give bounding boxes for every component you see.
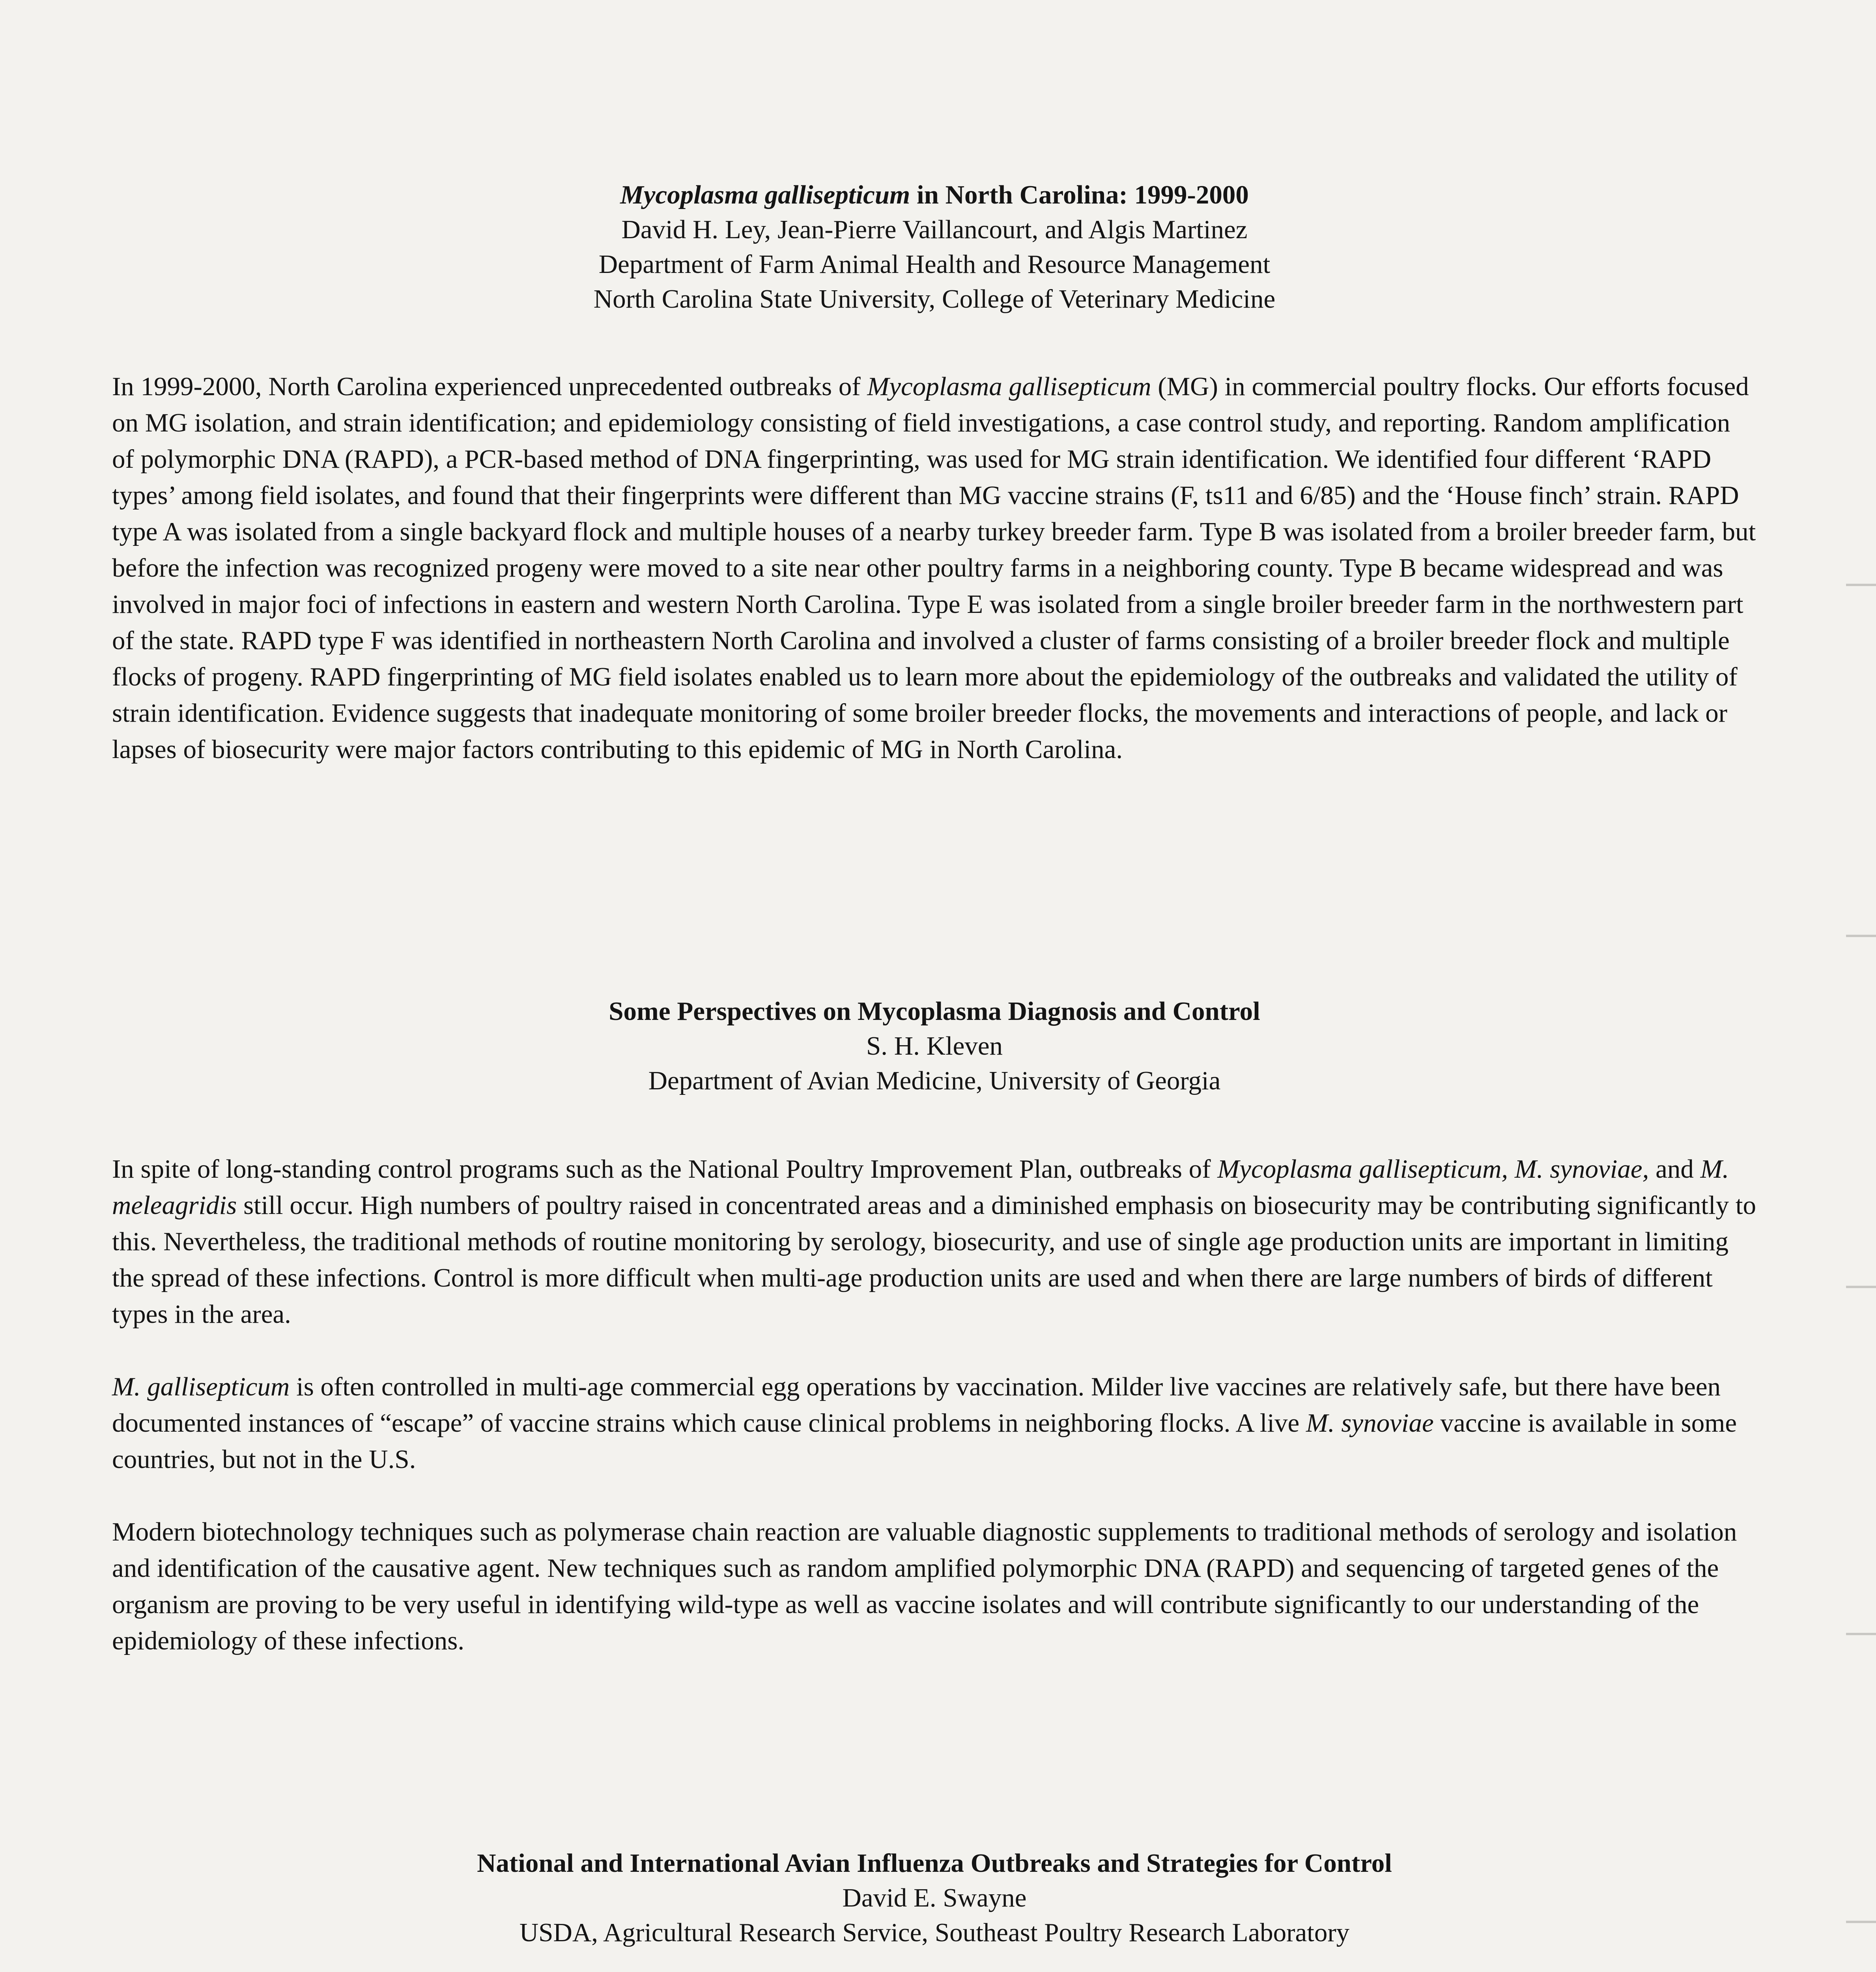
article-title: Mycoplasma gallisepticum in North Carolina: 1999-2000 [620, 180, 1249, 209]
edge-tab-mark [1846, 935, 1876, 937]
article-authors: David H. Ley, Jean-Pierre Vaillancourt, and Algis Martinez [621, 215, 1248, 244]
article-title: Some Perspectives on Mycoplasma Diagnosis and Control [609, 997, 1260, 1026]
article-avian-influenza [112, 1846, 1757, 1972]
article-affiliation: USDA, Agricultural Research Service, Southeast Poultry Research Laboratory [519, 1918, 1350, 1947]
article-department: Department of Farm Animal Health and Resource Management [598, 250, 1271, 279]
article-institution: North Carolina State University, College of Veterinary Medicine [593, 284, 1276, 314]
article-author: David E. Swayne [842, 1883, 1027, 1912]
article-abstract: In 1999-2000, North Carolina experienced unprecedented outbreaks of Mycoplasma gallisepticum (MG) in commercial poultry flocks. Our efforts focused on MG isolation, and strain identification; and epidemiology consisting of field investigations, a case control study, and reporting. Random amplification of polymorphic DNA (RAPD), a PCR-based method of DNA fingerprinting, was used for MG strain identification. We identified four different ‘RAPD types’ among field isolates, and found that their fingerprints were different than MG vaccine strains (F, ts11 and 6/85) and the ‘House finch’ strain. RAPD type A was isolated from a single backyard flock and multiple houses of a nearby turkey breeder farm. Type B was isolated from a broiler breeder farm, but before the infection was recognized progeny were moved to a site near other poultry farms in a neighboring county. Type B became widespread and was involved in major foci of infections in eastern and western North Carolina. Type E was isolated from a single broiler breeder farm in the northwestern part of the state. RAPD type F was identified in northeastern North Carolina and involved a cluster of farms consisting of a broiler breeder flock and multiple flocks of progeny. RAPD fingerprinting of MG field isolates enabled us to learn more about the epidemiology of the outbreaks and validated the utility of strain identification. Evidence suggests that inadequate monitoring of some broiler breeder flocks, the movements and interactions of people, and lack or lapses of biosecurity were major factors contributing to this epidemic of MG in North Carolina. [112, 372, 1756, 764]
article-paragraph: M. gallisepticum is often controlled in multi-age commercial egg operations by vaccination. Milder live vaccines are relatively safe, but there have been documented instances of “escape” of vaccine strains which cause clinical problems in neighboring flocks. A live M. synoviae vaccine is available in some countries, but not in the U.S. [112, 1372, 1737, 1474]
edge-tab-mark [1846, 1921, 1876, 1923]
article-header [112, 177, 1757, 316]
edge-tab-mark [1846, 1633, 1876, 1635]
article-paragraph: In spite of long-standing control programs such as the National Poultry Improvement Plan, outbreaks of Mycoplasma gallisepticum, M. synoviae, and M. meleagridis still occur. High numbers of poultry raised in concentrated areas and a diminished emphasis on biosecurity may be contributing significantly to this. Nevertheless, the traditional methods of routine monitoring by serology, biosecurity, and use of single age production units are important in limiting the spread of these infections. Control is more difficult when multi-age production units are used and when there are large numbers of birds of different types in the area. [112, 1154, 1756, 1329]
article-department: Department of Avian Medicine, University of Georgia [648, 1066, 1221, 1095]
edge-tab-mark [1846, 1286, 1876, 1288]
article-mycoplasma-diagnosis [112, 994, 1757, 1659]
article-mycoplasma-nc [112, 177, 1757, 768]
article-title: National and International Avian Influenza Outbreaks and Strategies for Control [477, 1849, 1392, 1878]
article-author: S. H. Kleven [866, 1031, 1003, 1061]
edge-tab-mark [1846, 584, 1876, 586]
article-header [112, 994, 1757, 1098]
article-header [112, 1846, 1757, 1950]
article-paragraph: Modern biotechnology techniques such as polymerase chain reaction are valuable diagnostic supplements to traditional methods of serology and isolation and identification of the causative agent. New techniques such as random amplified polymorphic DNA (RAPD) and sequencing of targeted genes of the organism are proving to be very useful in identifying wild-type as well as vaccine isolates and will contribute significantly to our understanding of the epidemiology of these infections. [112, 1517, 1737, 1655]
